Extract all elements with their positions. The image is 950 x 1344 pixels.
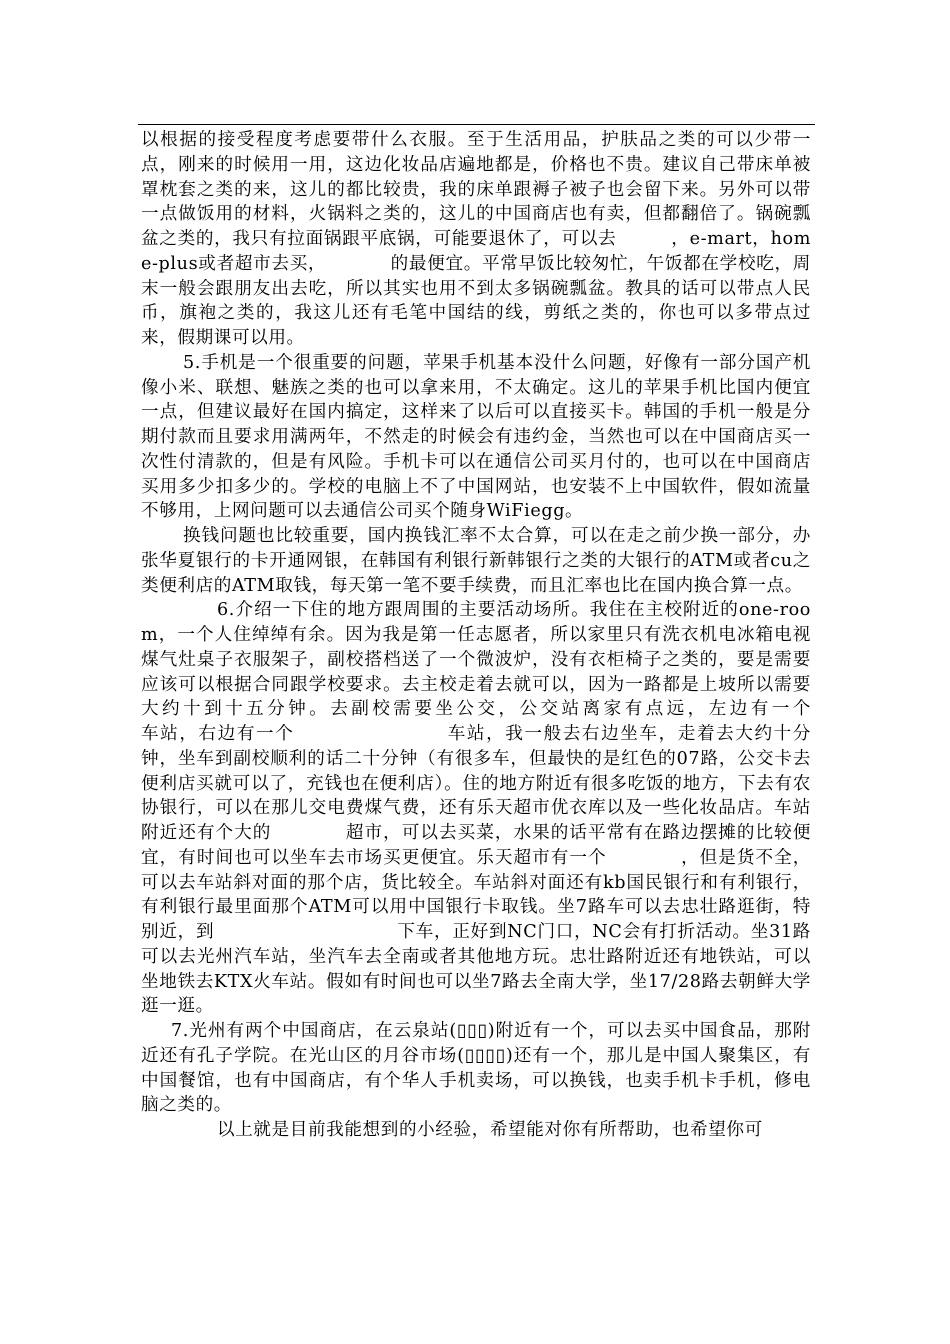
paragraph-housing: 6.介绍一下住的地方跟周围的主要活动场所。我住在主校附近的one-room，一个人住绰绰有余。因为我是第一任志愿者，所以家里只有洗衣机电冰箱电视煤气灶桌子衣服架子，副校搭档送了一个微波炉，没有衣柜椅子之类的，要是需要应该可以根据合同跟学校要求。去主校走着去就可以，因为一路都是上坡所以需要大约十到十五分钟。去副校需要坐公交，公交站离家有点远，左边有一个 车站，右边有一个 车站，我一般去右边坐车，走着去大约十分钟，坐车到副校顺利的话二十分钟（有很多车，但最快的是红色的07路，公交卡去便利店买就可以了，充钱也在便利店）。住的地方附近有很多吃饭的地方，下去有农协银行，可以在那儿交电费煤气费，还有乐天超市优衣库以及一些化妆品店。车站附近还有个大的 超市，可以去买菜，水果的话平常有在路边摆摊的比较便宜，有时间也可以坐车去市场买更便宜。乐天超市有一个 ，但是货不全，可以去车站斜对面的那个店，货比较全。车站斜对面还有kb国民银行和有利银行，有利银行最里面那个ATM可以用中国银行卡取钱。坐7路车可以去忠壮路逛街，特别近，到 下车，正好到NC门口，NC会有打折活动。坐31路可以去光州汽车站，坐汽车去全南或者其他地方玩。忠壮路附近还有地铁站，可以坐地铁去KTX火车站。假如有时间也可以坐7路去全南大学，坐17/28路去朝鲜大学逛一逛。 — [141, 600, 902, 1017]
header-rule — [138, 124, 815, 125]
document-body — [141, 128, 902, 1143]
paragraph-closing: 以上就是目前我能想到的小经验，希望能对你有所帮助，也希望你可 — [217, 1120, 763, 1140]
paragraph-chinese-stores: 7.光州有两个中国商店，在云泉站(▯▯▯)附近有一个，可以去买中国食品，那附近还有孔子学院。在光山区的月谷市场(▯▯▯▯)还有一个，那儿是中国人聚集区，有中国餐馆，也有中国商店，有个华人手机卖场，可以换钱，也卖手机卡手机，修电脑之类的。 — [141, 1021, 811, 1116]
paragraph-money-exchange: 换钱问题也比较重要，国内换钱汇率不太合算，可以在走之前少换一部分，办张华夏银行的卡开通网银，在韩国有利银行新韩银行之类的大银行的ATM或者cu之类便利店的ATM取钱，每天第一笔不要手续费，而且汇率也比在国内换合算一点。 — [141, 526, 811, 596]
paragraph-mobile-phone: 5.手机是一个很重要的问题，苹果手机基本没什么问题，好像有一部分国产机像小米、联想、魅族之类的也可以拿来用，不太确定。这儿的苹果手机比国内便宜一点，但建议最好在国内搞定，这样来了以后可以直接买卡。韩国的手机一般是分期付款而且要求用满两年，不然走的时候会有违约金，当然也可以在中国商店买一次性付清款的，但是有风险。手机卡可以在通信公司买月付的，也可以在中国商店买用多少扣多少的。学校的电脑上不了中国网站，也安装不上中国软件，假如流量不够用，上网问题可以去通信公司买个随身WiFiegg。 — [141, 352, 811, 522]
paragraph-daily-supplies: 以根据的接受程度考虑要带什么衣服。至于生活用品，护肤品之类的可以少带一点，刚来的时候用一用，这边化妆品店遍地都是，价格也不贵。建议自己带床单被罩枕套之类的来，这儿的都比较贵，我的床单跟褥子被子也会留下来。另外可以带一点做饭用的材料，火锅料之类的，这儿的中国商店也有卖，但都翻倍了。锅碗瓢盆之类的，我只有拉面锅跟平底锅，可能要退休了，可以去 ，e-mart，home-plus或者超市去买， 的最便宜。平常早饭比较匆忙，午饭都在学校吃，周末一般会跟朋友出去吃，所以其实也用不到太多锅碗瓢盆。教具的话可以带点人民币，旗袍之类的，我这儿还有毛笔中国结的线，剪纸之类的，你也可以多带点过来，假期课可以用。 — [141, 130, 811, 348]
